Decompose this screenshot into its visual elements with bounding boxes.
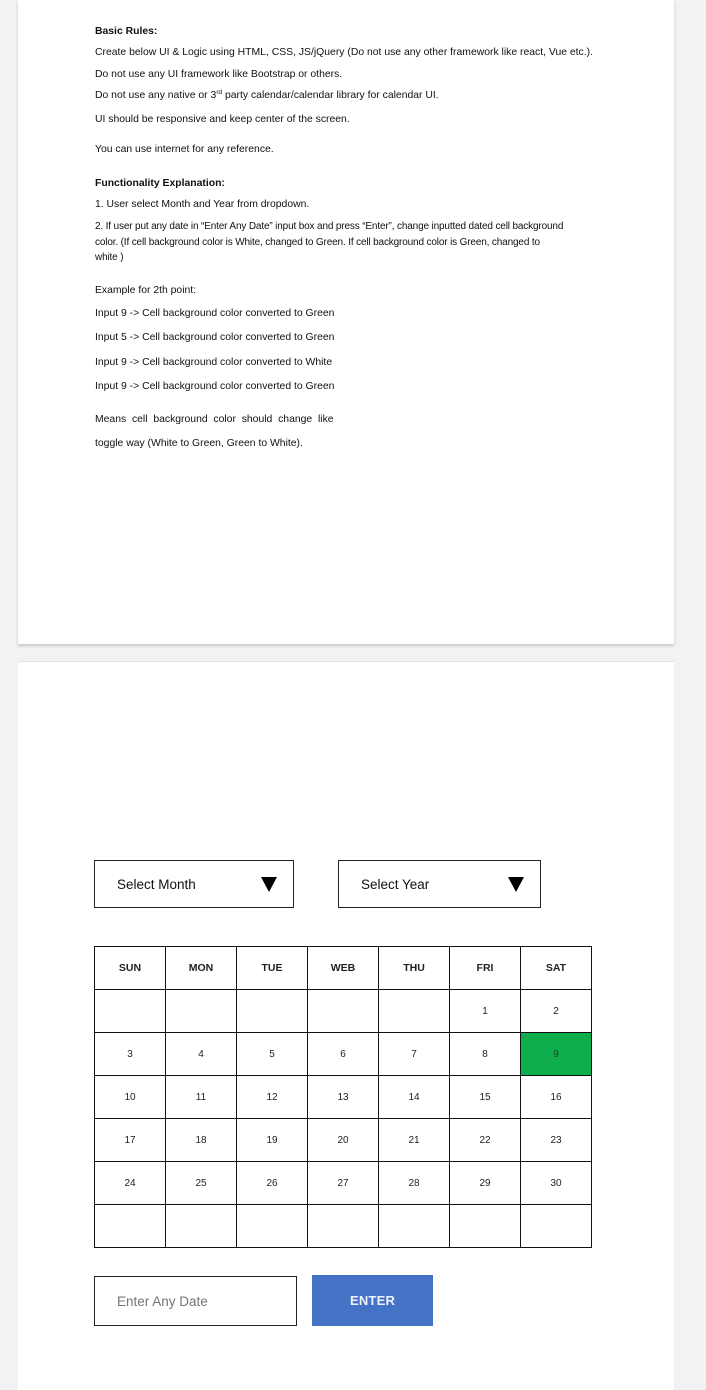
calendar-day-cell[interactable]: 23 [521,1119,592,1162]
weekday-header: SUN [95,947,166,990]
calendar-week-row [95,1119,592,1162]
calendar-header-row [95,947,592,990]
calendar-day-cell[interactable]: 7 [379,1033,450,1076]
calendar-day-cell[interactable]: 17 [95,1119,166,1162]
calendar-day-cell[interactable]: 18 [166,1119,237,1162]
triangle-down-icon [508,877,524,892]
calendar-day-cell[interactable]: 4 [166,1033,237,1076]
functionality-point-1: 1. User select Month and Year from dropdown. [95,199,310,210]
calendar-empty-cell [308,1205,379,1248]
weekday-header: FRI [450,947,521,990]
calendar-week-row [95,1205,592,1248]
calendar-week-row [95,1033,592,1076]
calendar-empty-cell [166,1205,237,1248]
weekday-header: MON [166,947,237,990]
example-heading: Example for 2th point: [95,285,197,296]
calendar-grid [94,946,592,1248]
calendar-day-cell[interactable]: 30 [521,1162,592,1205]
rule-line: You can use internet for any reference. [95,144,274,155]
calendar-day-cell[interactable]: 19 [237,1119,308,1162]
rule-line: Do not use any native or 3rd party calendar/calendar library for calendar UI. [95,89,439,101]
calendar-empty-cell [237,1205,308,1248]
calendar-empty-cell [450,1205,521,1248]
calendar-day-cell[interactable]: 22 [450,1119,521,1162]
document-page-2 [18,661,674,1390]
calendar-day-cell[interactable]: 24 [95,1162,166,1205]
example-line: Input 9 -> Cell background color converted to White [95,357,333,368]
weekday-header: THU [379,947,450,990]
month-select-label: Select Month [117,876,196,892]
functionality-heading: Functionality Explanation: [95,178,225,189]
rule-line: UI should be responsive and keep center of the screen. [95,114,350,125]
example-line: Input 9 -> Cell background color converted to Green [95,381,335,392]
calendar-week-row [95,990,592,1033]
calendar-day-cell[interactable]: 29 [450,1162,521,1205]
calendar-day-cell[interactable]: 20 [308,1119,379,1162]
example-summary: Means cell background color should change like [95,414,334,425]
calendar-day-cell[interactable]: 16 [521,1076,592,1119]
calendar-week-row [95,1162,592,1205]
calendar-week-row [95,1076,592,1119]
calendar-day-cell[interactable]: 14 [379,1076,450,1119]
calendar-day-cell[interactable]: 10 [95,1076,166,1119]
calendar-empty-cell [308,990,379,1033]
calendar-day-cell[interactable]: 6 [308,1033,379,1076]
enter-button[interactable]: ENTER [312,1275,433,1326]
calendar-day-cell[interactable]: 5 [237,1033,308,1076]
functionality-point-2: 2. If user put any date in “Enter Any Date” input box and press “Enter”, change inputted dated cell background color. (If cell background color is White, changed to Green. If cell background color is Green, changed to white ) [95,221,564,263]
year-select-label: Select Year [361,876,430,892]
calendar-empty-cell [166,990,237,1033]
calendar-day-cell[interactable]: 2 [521,990,592,1033]
document-page-1 [18,0,674,644]
weekday-header: SAT [521,947,592,990]
calendar-day-cell[interactable]: 1 [450,990,521,1033]
calendar-day-cell[interactable]: 15 [450,1076,521,1119]
weekday-header: WEB [308,947,379,990]
calendar-day-cell[interactable]: 28 [379,1162,450,1205]
calendar-day-cell[interactable]: 21 [379,1119,450,1162]
calendar-empty-cell [521,1205,592,1248]
calendar-empty-cell [95,1205,166,1248]
month-select[interactable] [94,860,294,908]
calendar-day-cell[interactable]: 27 [308,1162,379,1205]
calendar-day-cell[interactable]: 13 [308,1076,379,1119]
calendar-empty-cell [379,990,450,1033]
calendar-day-cell[interactable]: 25 [166,1162,237,1205]
year-select[interactable] [338,860,541,908]
basic-rules-heading: Basic Rules: [95,26,158,37]
rule-line: Create below UI & Logic using HTML, CSS, JS/jQuery (Do not use any other framework like react, Vue etc.). [95,47,593,58]
calendar-day-cell[interactable]: 11 [166,1076,237,1119]
calendar-empty-cell [237,990,308,1033]
calendar-day-cell[interactable]: 26 [237,1162,308,1205]
calendar-day-cell[interactable]: 9 [521,1033,592,1076]
rule-line: Do not use any UI framework like Bootstrap or others. [95,69,343,80]
calendar-empty-cell [379,1205,450,1248]
calendar-day-cell[interactable]: 3 [95,1033,166,1076]
weekday-header: TUE [237,947,308,990]
calendar-day-cell[interactable]: 12 [237,1076,308,1119]
example-summary: toggle way (White to Green, Green to White). [95,438,303,449]
calendar-day-cell[interactable]: 8 [450,1033,521,1076]
calendar-empty-cell [95,990,166,1033]
example-line: Input 5 -> Cell background color converted to Green [95,332,335,343]
example-line: Input 9 -> Cell background color converted to Green [95,308,335,319]
triangle-down-icon [261,877,277,892]
enter-date-input[interactable] [94,1276,297,1326]
